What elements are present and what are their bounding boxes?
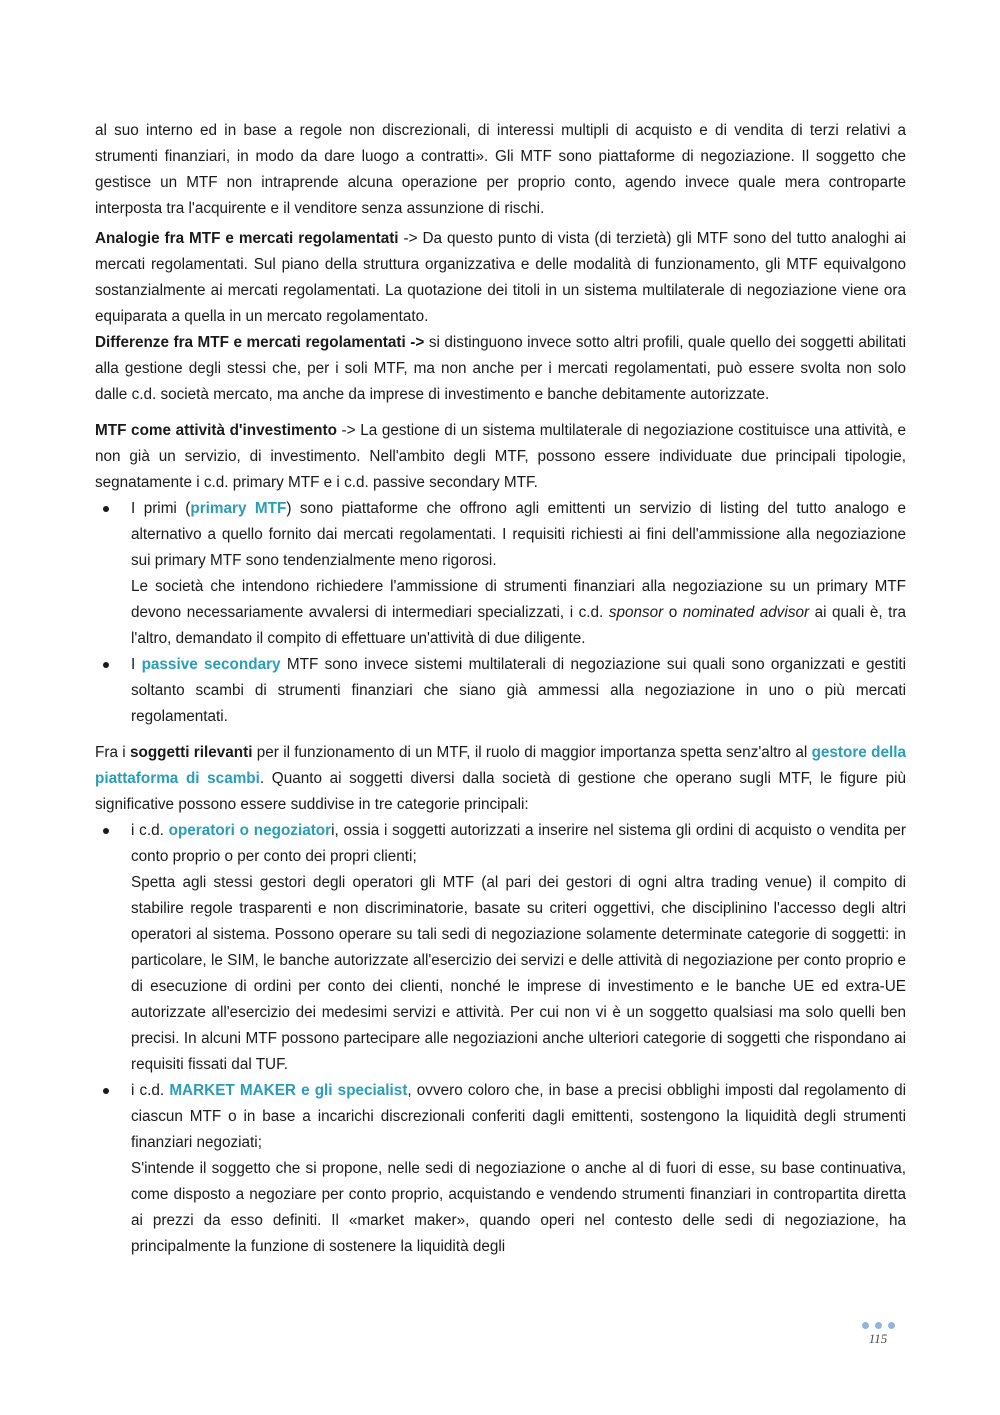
text: Fra i xyxy=(95,744,130,761)
text: per il funzionamento di un MTF, il ruolo di maggior importanza spetta senz'altro al xyxy=(252,744,812,761)
investment-activity-text: -> La gestione di un sistema multilaterale di negoziazione costituisce una attività, e non già un servizio, di investimento. Nell'ambito degli MTF, possono essere individuate due principali tipologie, segnatamente i c.d. primary MTF e i c.d. passive secondary MTF. xyxy=(95,422,906,491)
term-sponsor: sponsor xyxy=(608,604,664,621)
heading-differences: Differenze fra MTF e mercati regolamentati -> xyxy=(95,334,425,351)
paragraph-analogies xyxy=(95,226,906,330)
operators-detail: Spetta agli stessi gestori degli operatori gli MTF (al pari dei gestori di ogni altra trading venue) il compito di stabilire regole trasparenti e non discriminatorie, basate su criteri oggettivi, che disciplinino l'accesso degli altri operatori al sistema. Possono operare su tali sedi di negoziazione solamente determinate categorie di soggetti: in particolare, le SIM, le banche autorizzate all'esercizio dei servizi e delle attività di negoziazione per conto proprio e di esecuzione di ordini per conto dei clienti, nonché le imprese di investimento e le banche UE ed extra-UE autorizzate all'esercizio dei medesimi servizi e attività. Per cui non vi è un soggetto qualsiasi ma solo quelli ben precisi. In alcuni MTF possono partecipare alle negoziazioni anche ulteriori categorie di soggetti che rispondano ai requisiti fissati dal TUF. xyxy=(131,874,906,1073)
decorative-dots-icon xyxy=(858,1322,898,1329)
text: . Quanto ai soggetti diversi dalla società di gestione che operano sugli MTF, le figure più significative possono essere suddivise in tre categorie principali: xyxy=(95,770,906,813)
highlight-primary-mtf: primary MTF xyxy=(190,500,287,517)
text: , ovvero coloro che, in base a precisi obblighi imposti dal regolamento di ciascun MTF o in base a incarichi discrezionali conferiti dagli emittenti, sostengono la liquidità degli strumenti finanziari negoziati; xyxy=(131,1082,906,1151)
term-relevant-subjects: soggetti rilevanti xyxy=(129,744,253,761)
subjects-list xyxy=(95,818,906,1260)
paragraph-differences xyxy=(95,330,906,408)
analogies-text: -> Da questo punto di vista (di terzietà) gli MTF sono del tutto analoghi ai mercati regolamentati. Sul piano della struttura organizzativa e delle modalità di funzionamento, gli MTF equivalgono sostanzialmente ai mercati regolamentati. La quotazione dei titoli in un sistema multilaterale di negoziazione viene ora equiparata a quella in un mercato regolamentato. xyxy=(95,230,906,325)
term-nominated-advisor: nominated advisor xyxy=(682,604,810,621)
dot xyxy=(862,1322,869,1329)
heading-analogies: Analogie fra MTF e mercati regolamentati xyxy=(95,230,399,247)
text: ai quali è, tra l'altro, demandato il compito di effettuare un'attività di due diligente. xyxy=(131,604,907,647)
document-page xyxy=(95,118,906,1260)
text: Le società che intendono richiedere l'ammissione di strumenti finanziari alla negoziazione su un primary MTF devono necessariamente avvalersi di intermediari specializzati, i c.d. xyxy=(131,578,906,621)
text: o xyxy=(663,604,683,621)
heading-investment-activity: MTF come attività d'investimento xyxy=(95,422,337,439)
differences-text: si distinguono invece sotto altri profili, quale quello dei soggetti abilitati alla gestione degli stessi che, per i soli MTF, ma non anche per i mercati regolamentati, può essere svolta non solo dalle c.d. società mercato, ma anche da imprese di investimento e banche debitamente autorizzate. xyxy=(95,334,906,403)
highlight-platform-manager: gestore della piattaforma di scambi xyxy=(95,744,906,787)
text: MTF sono invece sistemi multilaterali di negoziazione sui quali sono organizzati e gestiti soltanto scambi di strumenti finanziari che siano già ammessi alla negoziazione in uno o più mercati regolamentati. xyxy=(131,656,907,725)
text: i c.d. xyxy=(131,1082,170,1099)
list-item-operators xyxy=(95,818,906,1078)
highlight-market-maker: MARKET MAKER e gli specialist xyxy=(169,1082,408,1099)
dot xyxy=(888,1322,895,1329)
text: ) sono piattaforme che offrono agli emittenti un servizio di listing del tutto analogo e alternativo a quello fornito dai mercati regolamentati. I requisiti richiesti ai fini dell'ammissione alla negoziazione sui primary MTF sono tendenzialmente meno rigorosi. xyxy=(131,500,906,569)
market-maker-detail: S'intende il soggetto che si propone, nelle sedi di negoziazione o anche al di fuori di esse, su base continuativa, come disposto a negoziare per conto proprio, acquistando e vendendo strumenti finanziari in contropartita diretta ai prezzi da esso definiti. Il «market maker», quando operi nel contesto delle sedi di negoziazione, ha principalmente la funzione di sostenere la liquidità degli xyxy=(131,1160,906,1255)
paragraph-mtf-definition: al suo interno ed in base a regole non discrezionali, di interessi multipli di acquisto e di vendita di terzi relativi a strumenti finanziari, in modo da dare luogo a contratti». Gli MTF sono piattaforme di negoziazione. Il soggetto che gestisce un MTF non intraprende alcuna operazione per proprio conto, agendo invece quale mera controparte interposta tra l'acquirente e il venditore senza assunzione di rischi. xyxy=(95,122,906,217)
paragraph-relevant-subjects xyxy=(95,740,906,818)
list-item-passive-secondary xyxy=(95,652,906,730)
text: i, ossia i soggetti autorizzati a inserire nel sistema gli ordini di acquisto o vendita per conto proprio o per conto dei propri clienti; xyxy=(131,822,906,865)
dot xyxy=(875,1322,882,1329)
text: I primi ( xyxy=(131,500,191,517)
text: I xyxy=(131,656,142,673)
highlight-operators: operatori o negoziator xyxy=(168,822,332,839)
page-footer xyxy=(858,1322,898,1347)
page-number: 115 xyxy=(868,1331,888,1346)
list-item-primary-mtf xyxy=(95,496,906,652)
text: i c.d. xyxy=(131,822,169,839)
paragraph-investment-activity xyxy=(95,418,906,496)
list-item-market-makers xyxy=(95,1078,906,1260)
mtf-types-list xyxy=(95,496,906,730)
highlight-passive-secondary: passive secondary xyxy=(141,656,281,673)
